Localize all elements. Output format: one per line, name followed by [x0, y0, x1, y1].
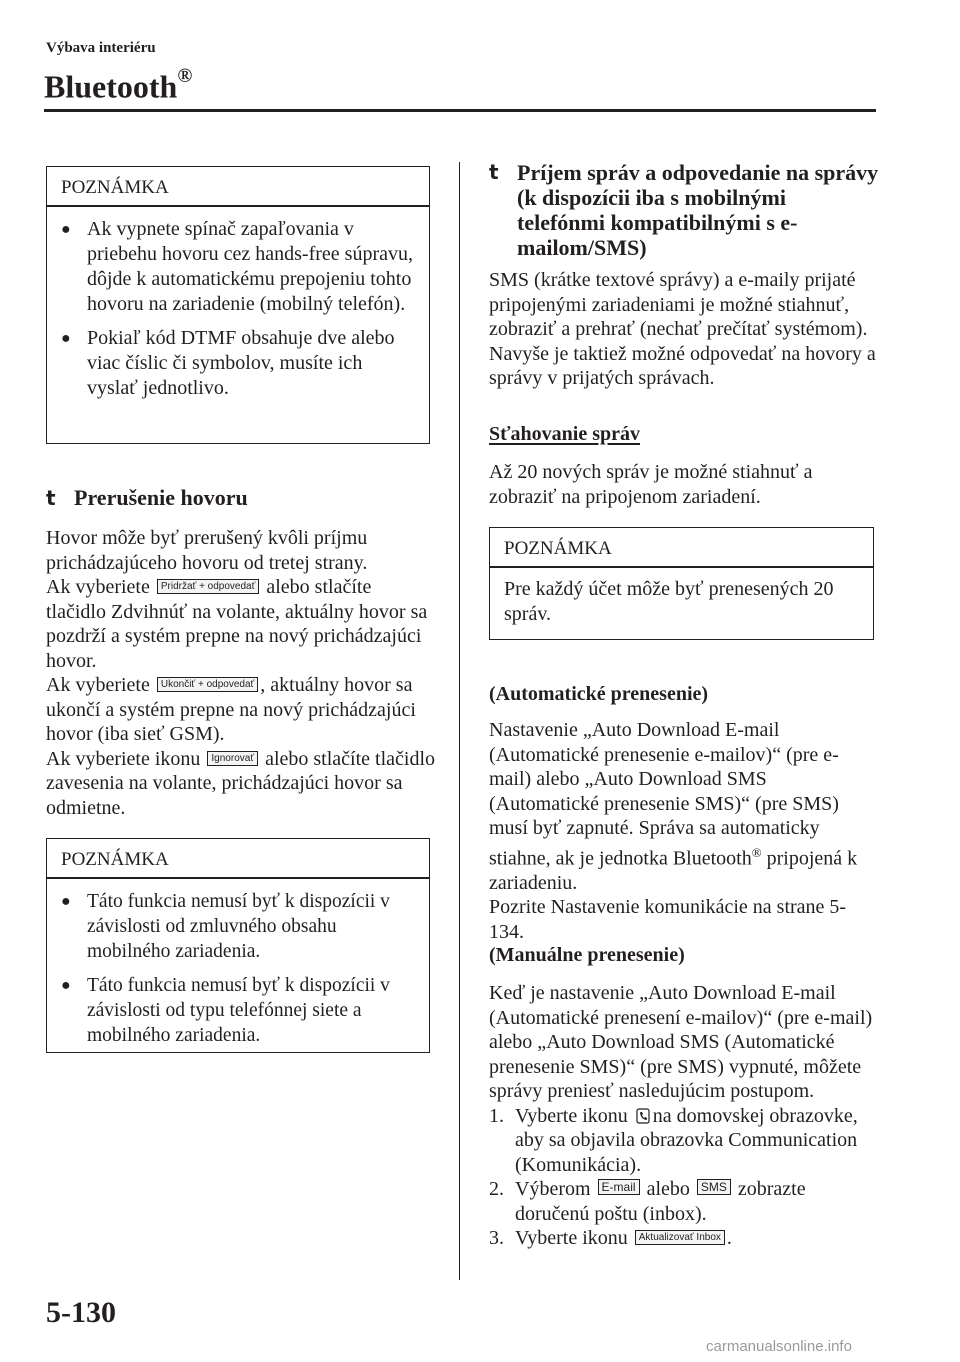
download-text: Až 20 nových správ je možné stiahnuť a zobraziť na pripojenom zariadení. [489, 461, 813, 508]
note-body: Pre každý účet môže byť prenesených 20 správ. [504, 577, 834, 625]
paragraph: Pozrite Nastavenie komunikácie na strane 5-134. [489, 896, 847, 943]
bullet-icon: ● [61, 976, 71, 994]
registered-mark: ® [177, 65, 193, 87]
page-title [44, 60, 192, 107]
list-item [61, 973, 417, 1048]
hold-answer-button: Pridržať + odpovedať [157, 579, 260, 594]
paragraph: Navyše je taktiež možné odpovedať na hovory a správy v prijatých správach. [489, 342, 876, 389]
sms-button: SMS [697, 1179, 731, 1195]
text: alebo [646, 1178, 690, 1200]
page-title-text: Bluetooth [44, 68, 178, 105]
note-title: POZNÁMKA [61, 177, 169, 198]
list-item-text: Ak vypnete spínač zapaľovania v priebehu hovoru cez hands-free súpravu, dôjde k automatickému prepojeniu tohto hovoru na zariadenie (mobilný telefón). [87, 217, 413, 315]
note-title: POZNÁMKA [504, 538, 612, 559]
text: . [726, 1227, 732, 1249]
section-heading-interrupt [46, 485, 436, 511]
section-heading-receive [489, 160, 879, 260]
text: Ak vyberiete ikonu [46, 747, 201, 770]
list-item [61, 217, 417, 317]
paragraph [46, 673, 436, 747]
note-box-3 [489, 527, 874, 640]
email-button: E-mail [598, 1179, 640, 1195]
bullet-icon: ● [61, 220, 71, 238]
paragraph [46, 747, 436, 821]
text: pripojená k zariadeniu. [489, 847, 858, 894]
step-number: 1. [489, 1104, 504, 1127]
manual-download-text [489, 981, 874, 1251]
text: alebo stlačíte tlačidlo zavesenia na volante, prichádzajúci hovor sa odmietne. [46, 747, 436, 819]
text: Výberom [515, 1178, 591, 1200]
manual-download-heading: (Manuálne prenesenie) [489, 944, 685, 966]
communication-icon [636, 1108, 650, 1124]
text: zobrazte doručenú poštu (inbox). [515, 1178, 806, 1225]
note-title: POZNÁMKA [61, 849, 169, 870]
text: , aktuálny hovor sa ukončí a systém prepne na nový prichádzajúci hovor (iba sieť GSM). [46, 674, 416, 745]
paragraph [489, 718, 874, 895]
text: Ak vyberiete [46, 576, 150, 598]
paragraph: Keď je nastavenie „Auto Download E-mail (Automatické prenesení e-mailov)“ (pre e-mail) alebo „Auto Download SMS (Automatické prenesenie SMS)“ (pre SMS) vypnuté, môžete správy preniesť nasledujúcim postupom. [489, 982, 873, 1102]
list-item-text: Pokiaľ kód DTMF obsahuje dve alebo viac číslic či symbolov, musíte ich vyslať jednotlivo. [87, 326, 395, 399]
text: Vyberte ikonu [515, 1104, 628, 1127]
step-number: 3. [489, 1227, 504, 1249]
text: Vyberte ikonu [515, 1227, 628, 1249]
ignore-button: Ignorovať [207, 751, 258, 766]
heading-text: Prerušenie hovoru [74, 485, 248, 510]
list-item [489, 1104, 874, 1178]
bullet-icon: ● [61, 892, 71, 910]
list-item-text: Táto funkcia nemusí byť k dispozícii v závislosti od typu telefónnej siete a mobilného zariadenia. [87, 974, 390, 1046]
note-box-1 [46, 166, 430, 444]
interrupt-text [46, 526, 436, 820]
note-box-2 [46, 838, 430, 1053]
list-item [489, 1177, 874, 1226]
step-number: 2. [489, 1178, 504, 1200]
section-marker-icon: t [489, 160, 499, 184]
watermark: carmanualsonline.info [706, 1338, 852, 1355]
list-item [61, 326, 417, 401]
auto-download-heading: (Automatické prenesenie) [489, 683, 709, 705]
heading-rule [44, 109, 876, 112]
end-answer-button: Ukončiť + odpovedať [157, 677, 258, 692]
paragraph [46, 575, 436, 673]
text: Nastavenie „Auto Download E-mail (Automatické prenesenie e-mailov)“ (pre e-mail) alebo „Auto Download SMS (Automatické prenesenie SMS)“ (pre SMS) musí byť zapnuté. Správa sa automaticky stiahne, ak je jednotka Bluetooth [489, 719, 839, 870]
list-item [489, 1226, 874, 1251]
section-label: Výbava interiéru [46, 40, 156, 56]
text: na domovskej obrazovke, aby sa objavila obrazovka Communication (Komunikácia). [515, 1104, 858, 1176]
text: Ak vyberiete [46, 674, 150, 696]
heading-text: Príjem správ a odpovedanie na správy (k dispozícii iba s mobilnými telefónmi kompatibilnými s e-mailom/SMS) [517, 160, 879, 260]
page-number: 5-130 [46, 1296, 116, 1329]
note-body [47, 207, 429, 401]
registered-mark: ® [751, 844, 762, 860]
text: alebo stlačíte tlačidlo Zdvihnúť na volante, aktuálny hovor sa pozdrží a systém prepne na nový prichádzajúci hovor. [46, 576, 428, 672]
note-body [47, 879, 429, 1048]
download-heading: Sťahovanie správ [489, 423, 641, 445]
section-marker-icon: t [46, 486, 56, 510]
list-item [61, 889, 417, 964]
list-item-text: Táto funkcia nemusí byť k dispozícii v závislosti od zmluvného obsahu mobilného zariadenia. [87, 890, 390, 962]
paragraph: SMS (krátke textové správy) a e-maily prijaté pripojenými zariadeniami je možné stiahnuť, zobraziť a prehrať (nechať prečítať systémom). [489, 269, 868, 340]
bullet-icon: ● [61, 329, 71, 347]
column-divider [459, 162, 460, 1280]
refresh-inbox-button: Aktualizovať Inbox [635, 1230, 725, 1245]
auto-download-text [489, 718, 874, 944]
receive-text [489, 268, 879, 391]
paragraph: Hovor môže byť prerušený kvôli príjmu prichádzajúceho hovoru od tretej strany. [46, 527, 368, 574]
